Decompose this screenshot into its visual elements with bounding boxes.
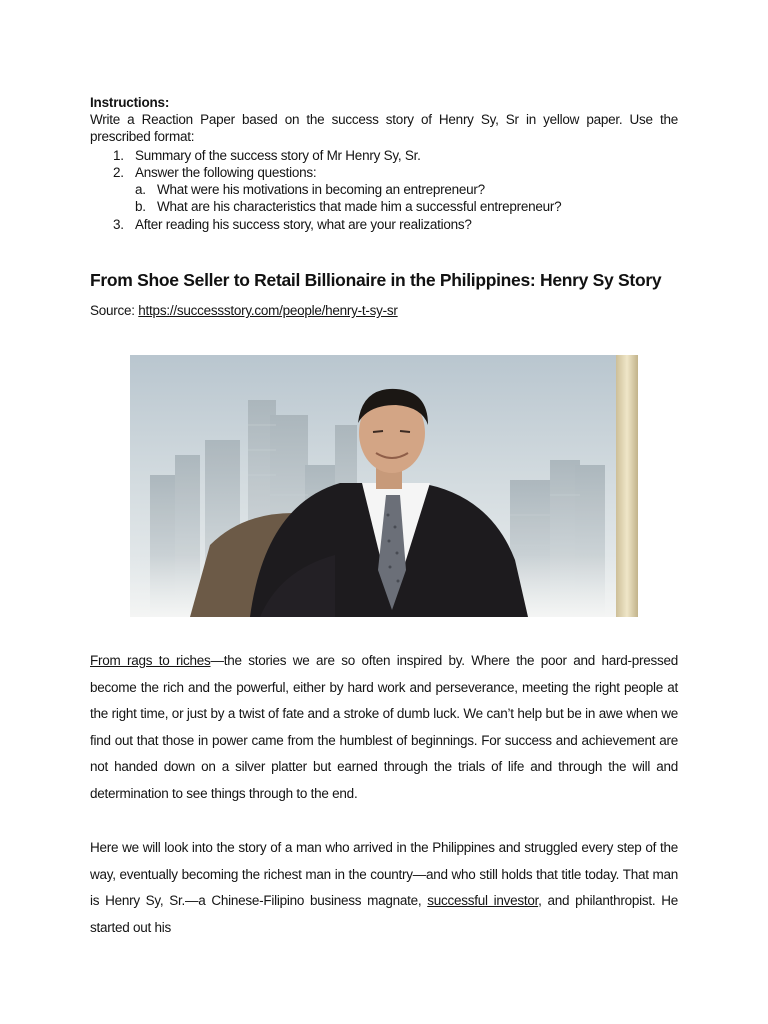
instructions-title: Instructions: — [90, 95, 170, 110]
sub-list-item — [135, 181, 485, 198]
list-text: After reading his success story, what are your realizations? — [135, 217, 472, 232]
sub-list-item — [135, 198, 561, 215]
list-item — [113, 164, 316, 181]
successful-investor-link[interactable]: successful investor — [427, 893, 539, 908]
list-text: Answer the following questions: — [135, 165, 317, 180]
list-text: Summary of the success story of Mr Henry Sy, Sr. — [135, 148, 421, 163]
sub-list-letter: b. — [135, 199, 146, 214]
article-title: From Shoe Seller to Retail Billionaire in the Philippines: Henry Sy Story — [90, 270, 662, 290]
rags-to-riches-link[interactable]: From rags to riches — [90, 653, 211, 668]
paragraph-text: , and philanthropist. He started out his — [90, 893, 678, 935]
sub-list-letter: a. — [135, 182, 146, 197]
list-number: 3. — [113, 217, 124, 232]
list-item — [113, 216, 472, 233]
paragraph-text: —the stories we are so often inspired by. Where the poor and hard-pressed become the rich and the powerful, either by hard work and perseverance, meeting the right people at the right time, or just by a twist of fate and a stroke of dumb luck. We can’t help but be in awe when we find out that those in power came from the humblest of beginnings. For success and achievement are not handed down on a silver platter but earned through the trials of life and through the will and determination to see things through to the end. — [90, 653, 678, 801]
list-number: 1. — [113, 148, 124, 163]
portrait-photo — [130, 355, 638, 617]
list-number: 2. — [113, 165, 124, 180]
sub-list-text: What were his motivations in becoming an entrepreneur? — [157, 182, 485, 197]
source-link[interactable]: https://successstory.com/people/henry-t-sy-sr — [138, 303, 398, 318]
article-paragraph — [90, 835, 678, 941]
article-paragraph — [90, 648, 678, 807]
sub-list-text: What are his characteristics that made him a successful entrepreneur? — [157, 199, 562, 214]
source-line — [90, 303, 398, 318]
paragraph-text: Here we will look into the story of a man who arrived in the Philippines and struggled every step of the way, eventually becoming the richest man in the country—and who still holds that title today. That man is Henry Sy, Sr.—a Chinese-Filipino business magnate, — [90, 840, 678, 908]
list-item — [113, 147, 421, 164]
source-label: Source: — [90, 303, 135, 318]
instructions-body: Write a Reaction Paper based on the success story of Henry Sy, Sr in yellow paper. Use the prescribed format: — [90, 112, 678, 144]
